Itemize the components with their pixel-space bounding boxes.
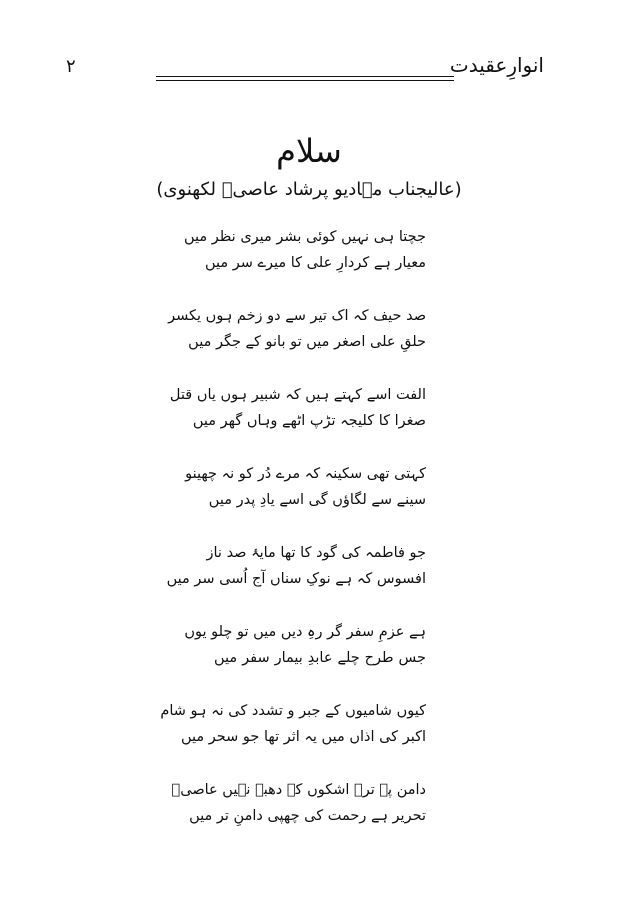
verse-line: جس طرح چلے عابدِ بیمار سفر میں [214, 650, 426, 666]
verse-line: سینے سے لگاؤں گی اسے یادِ پدر میں [208, 492, 426, 508]
stanza [185, 461, 426, 540]
verse-line: صغرا کا کلیجہ تڑپ اٹھے وہاں گھر میں [192, 413, 426, 429]
poem-title: سلام [276, 132, 342, 170]
verse-line: کیوں شامیوں کے جبر و تشدد کی نہ ہو شام [160, 703, 426, 719]
running-title: انوارِعقیدت [449, 53, 544, 77]
header-double-rule [156, 76, 454, 81]
verse-line: دامن پہ ترے اشکوں کے دھبے نہیں عاصیؔ [171, 782, 426, 798]
verse-line: صد حیف کہ اک تیر سے دو زخم ہوں یکسر [168, 308, 426, 324]
stanza [160, 698, 426, 777]
stanza [184, 224, 426, 303]
verse-line: جو فاطمہ کی گود کا تھا مایۂ صد ناز [206, 545, 426, 561]
page-number: ۲ [66, 56, 76, 77]
verse-line: ہے عزمِ سفر گر رہِ دیں میں تو چلو یوں [184, 624, 426, 640]
stanza [171, 777, 426, 856]
verse-line: کہتی تھی سکینہ کہ مرے دُر کو نہ چھینو [185, 466, 426, 482]
verse-line: افسوس کہ ہے نوکِ سناں آج اُسی سر میں [166, 571, 426, 587]
verse-line: اکبر کی اذاں میں یہ اثر تھا جو سحر میں [181, 729, 426, 745]
stanza [166, 540, 426, 619]
stanza [184, 619, 426, 698]
poem-body [160, 224, 426, 856]
verse-line: جچتا ہی نہیں کوئی بشر میری نظر میں [184, 229, 426, 245]
stanza [168, 303, 426, 382]
stanza [169, 382, 426, 461]
verse-line: تحریر ہے رحمت کی چھپی دامنِ تر میں [189, 808, 426, 824]
poem-author: (عالیجناب مہادیو پرشاد عاصیؔ لکھنوی) [156, 179, 462, 200]
verse-line: حلقِ علی اصغر میں تو بانو کے جگر میں [188, 334, 426, 350]
verse-line: الفت اسے کہتے ہیں کہ شبیر ہوں یاں قتل [169, 387, 426, 403]
verse-line: معیار ہے کردارِ علی کا میرے سر میں [204, 255, 426, 271]
